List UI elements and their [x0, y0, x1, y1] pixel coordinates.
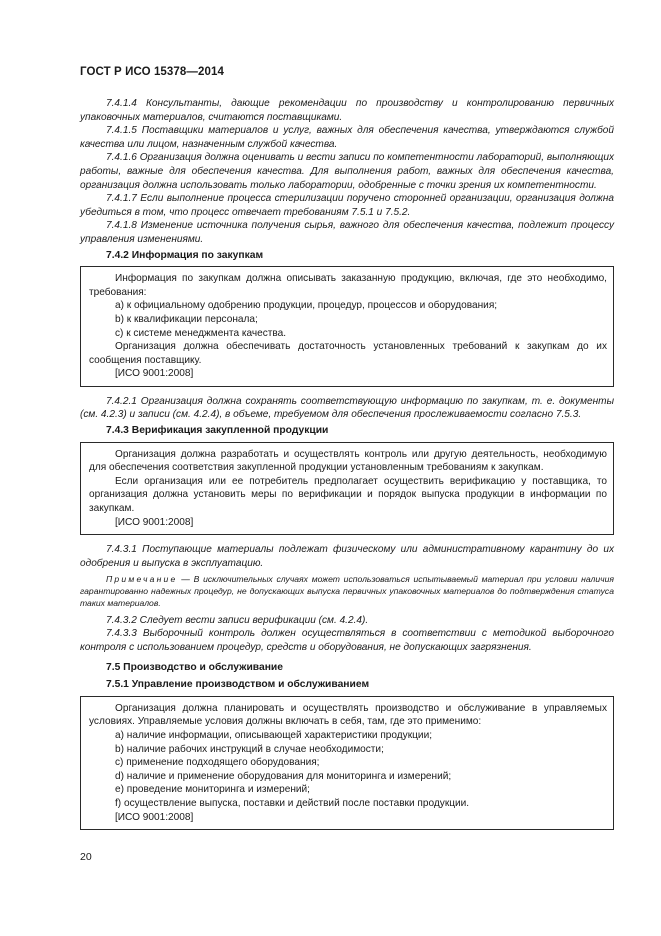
- box-text: Организация должна разработать и осуществлять контроль или другую деятельность, необходимую для обеспечения соответствия закупленной продукции установленным требованиям к закупкам.: [89, 448, 607, 474]
- paragraph-7-4-3-1: 7.4.3.1 Поступающие материалы подлежат физическому или административному карантину до их одобрения и выпуска в эксплуатацию.: [80, 544, 614, 569]
- paragraph-7-4-3-2: 7.4.3.2 Следует вести записи верификации (см. 4.2.4).: [106, 614, 369, 626]
- quote-box-iso9001-7-4-3: [80, 442, 614, 536]
- iso-reference: [ИСО 9001:2008]: [115, 811, 194, 823]
- heading-7-5-1: 7.5.1 Управление производством и обслуживанием: [106, 679, 370, 691]
- box-text: Организация должна планировать и осуществлять производство и обслуживание в управляемых условиях. Управляемые условия должны включать в себя, там, где это применимо:: [89, 702, 607, 728]
- list-item: a) к официальному одобрению продукции, процедур, процессов и оборудования;: [115, 300, 498, 312]
- list-item: d) наличие и применение оборудования для мониторинга и измерений;: [115, 770, 452, 782]
- iso-reference: [ИСО 9001:2008]: [115, 516, 194, 528]
- note: [80, 574, 614, 609]
- paragraph-7-4-1-7: 7.4.1.7 Если выполнение процесса стерилизации поручено сторонней организации, организация должна убедиться в том, что процесс отвечает требованиям 7.5.1 и 7.5.2.: [80, 193, 614, 218]
- list-item: c) к системе менеджмента качества.: [115, 327, 287, 339]
- page-number: 20: [80, 851, 92, 863]
- list-item: f) осуществление выпуска, поставки и действий после поставки продукции.: [115, 797, 470, 809]
- box-text: Информация по закупкам должна описывать заказанную продукцию, включая, где это необходимо, требования:: [89, 273, 607, 298]
- box-text: Если организация или ее потребитель предполагает осуществить верификацию у поставщика, то организация должна установить меры по верификации и порядок выпуска продукции в информации по закупкам.: [89, 475, 607, 515]
- paragraph-7-4-1-6: 7.4.1.6 Организация должна оценивать и вести записи по компетентности лабораторий, выполняющих работы, важные для обеспечения качества. Для выполнения работ, важных для обеспечения качества, организация должна использовать только лаборатории, одобренные с точки зрения их компетентности.: [80, 152, 614, 191]
- heading-7-5: 7.5 Производство и обслуживание: [106, 661, 283, 673]
- heading-7-4-3: 7.4.3 Верификация закупленной продукции: [106, 425, 329, 437]
- paragraph-7-4-1-5: 7.4.1.5 Поставщики материалов и услуг, важных для обеспечения качества, утверждаются службой качества или лицом, назначенным службой качества.: [80, 125, 614, 150]
- note-text: — В исключительных случаях может использоваться испытываемый материал при условии наличия гарантированно надежных процедур, не допускающих выпуска первичных упаковочных материалов до подтверждения статуса таких материалов.: [80, 574, 614, 608]
- document-body: [80, 97, 614, 838]
- paragraph-7-4-1-8: 7.4.1.8 Изменение источника получения сырья, важного для обеспечения качества, подлежит процессу управления изменениями.: [80, 220, 614, 245]
- list-item: c) применение подходящего оборудования;: [115, 757, 320, 769]
- note-label: Примечание: [106, 574, 178, 585]
- list-item: e) проведение мониторинга и измерений;: [115, 784, 310, 796]
- iso-reference: [ИСО 9001:2008]: [115, 368, 194, 380]
- document-header: ГОСТ Р ИСО 15378—2014: [80, 66, 225, 78]
- paragraph-7-4-1-4: 7.4.1.4 Консультанты, дающие рекомендации по производству и контролированию первичных упаковочных материалов, считаются поставщиками.: [80, 98, 614, 123]
- heading-7-4-2: 7.4.2 Информация по закупкам: [106, 249, 264, 261]
- quote-box-iso9001-7-4-2: [80, 266, 614, 387]
- paragraph-7-4-3-3: 7.4.3.3 Выборочный контроль должен осуществляться в соответствии с методикой выборочного контроля с использованием процедур, средств и оборудования, не допускающих загрязнения.: [80, 628, 614, 653]
- paragraph-7-4-2-1: 7.4.2.1 Организация должна сохранять соответствующую информацию по закупкам, т. е. документы (см. 4.2.3) и записи (см. 4.2.4), в объеме, требуемом для обеспечения прослеживаемости согласно 7.5.3.: [80, 395, 614, 421]
- quote-box-iso9001-7-5-1: [80, 696, 614, 830]
- list-item: b) наличие рабочих инструкций в случае необходимости;: [115, 743, 384, 755]
- list-item: a) наличие информации, описывающей характеристики продукции;: [115, 729, 433, 741]
- list-item: b) к квалификации персонала;: [115, 313, 258, 325]
- box-text: Организация должна обеспечивать достаточность установленных требований к закупкам до их сообщения поставщику.: [89, 341, 607, 366]
